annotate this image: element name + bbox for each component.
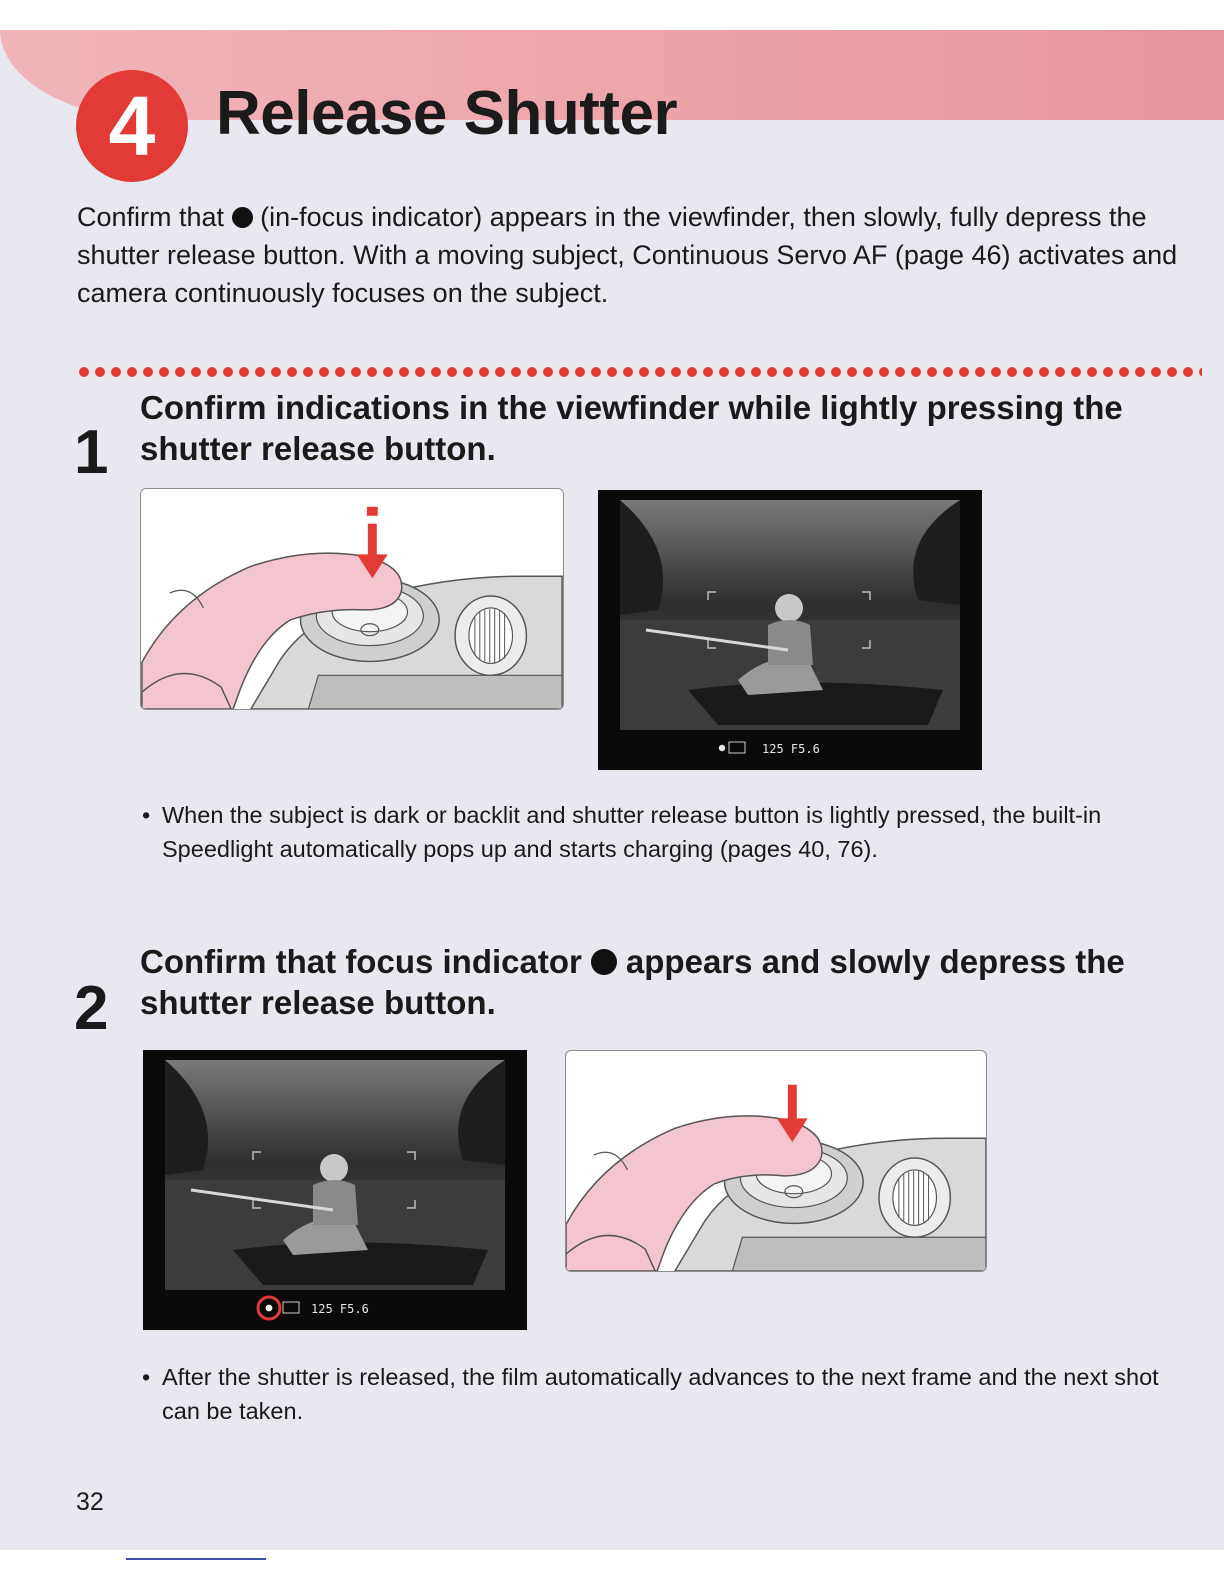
page-number: 32 (76, 1488, 104, 1516)
viewfinder-readout-2: 125 F5.6 (311, 1302, 369, 1316)
viewfinder-image-2 (143, 1050, 527, 1330)
focus-dot-icon (719, 745, 725, 751)
camera-hand-drawing-1 (141, 489, 563, 709)
in-focus-indicator-icon (232, 207, 253, 228)
intro-text-start: Confirm that (77, 202, 232, 232)
step-2-heading-start: Confirm that focus indicator (140, 943, 592, 980)
page-title: Release Shutter (216, 79, 678, 148)
manual-page (0, 30, 1224, 1550)
step-2-number: 2 (74, 974, 109, 1043)
dotted-divider (76, 364, 1202, 380)
step-1-number: 1 (74, 418, 109, 487)
focus-indicator-icon (591, 949, 617, 975)
shutter-press-illustration-1 (140, 488, 564, 710)
intro-text-end: (in-focus indicator) appears in the viewfinder, then slowly, fully depress the shutter release button. With a moving subject, Continuous Servo AF (page 46) activates and camera continuously focuses on the subject. (77, 202, 1178, 308)
step-2-heading-end: appears and slowly depress the shutter release button. (140, 943, 1125, 1021)
step-2-note: • After the shutter is released, the film automatically advances to the next frame and the next shot can be taken. (142, 1360, 1202, 1428)
step-1-note: • When the subject is dark or backlit and shutter release button is lightly pressed, the built-in Speedlight automatically pops up and starts charging (pages 40, 76). (142, 798, 1202, 866)
footer-rule (126, 1558, 266, 1560)
focus-dot-icon-2 (266, 1305, 273, 1312)
viewfinder-scene-1 (598, 490, 982, 770)
viewfinder-readout-1: 125 F5.6 (762, 742, 820, 756)
camera-hand-drawing-2 (566, 1051, 986, 1271)
step-2-heading (140, 941, 1200, 1023)
section-step-badge: 4 (76, 70, 188, 182)
viewfinder-scene-2 (143, 1050, 527, 1330)
shutter-press-illustration-2 (565, 1050, 987, 1272)
viewfinder-image-1 (598, 490, 982, 770)
step-1-heading: Confirm indications in the viewfinder while lightly pressing the shutter release button. (140, 389, 1123, 467)
intro-paragraph (77, 198, 1187, 312)
